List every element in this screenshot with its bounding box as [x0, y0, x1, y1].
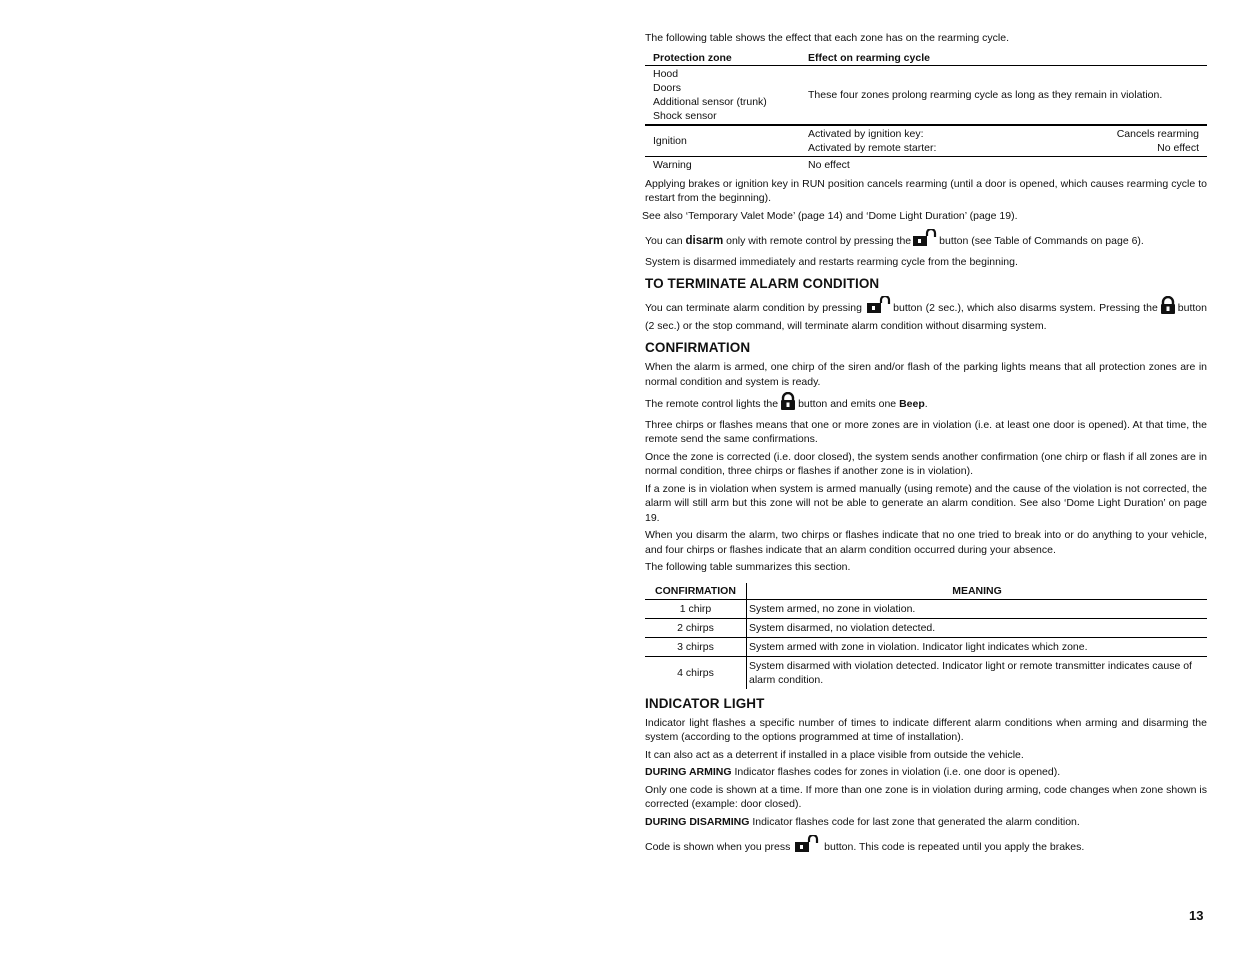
lock-icon: [1159, 296, 1177, 319]
page-number: 13: [1189, 908, 1204, 923]
heading-terminate: TO TERMINATE ALARM CONDITION: [645, 276, 880, 291]
remote-starter-label: Activated by remote starter:: [808, 141, 937, 154]
ind-paragraph-3: DURING ARMING Indicator flashes codes for zones in violation (i.e. one door is opened).: [645, 766, 1061, 778]
disarm-bold: disarm: [685, 235, 724, 247]
intro-paragraph: The following table shows the effect that each zone has on the rearming cycle.: [645, 32, 1010, 44]
header-effect: Effect on rearming cycle: [800, 51, 1207, 66]
unlock-icon: [794, 835, 820, 858]
brakes-paragraph: Applying brakes or ignition key in RUN position cancels rearming (until a door is opened, which causes rearming cycle to restart from the beginning).: [645, 177, 1207, 204]
table-row: 1 chirp System armed, no zone in violation.: [645, 599, 1207, 618]
conf-paragraph-3: Three chirps or flashes means that one or more zones are in violation (i.e. at least one door is opened). At that time, the remote send the same confirmations.: [645, 418, 1207, 445]
zone-shock-sensor: Shock sensor: [653, 109, 717, 122]
zone-warning: Warning: [653, 158, 692, 171]
table-row: 3 chirps System armed with zone in violation. Indicator light indicates which zone.: [645, 637, 1207, 656]
heading-confirmation: CONFIRMATION: [645, 340, 751, 355]
see-also-paragraph: See also ‘Temporary Valet Mode’ (page 14) and ‘Dome Light Duration’ (page 19).: [642, 209, 1018, 222]
conf-paragraph-7: The following table summarizes this section.: [645, 561, 851, 573]
terminate-paragraph: You can terminate alarm condition by pressing button (2 sec.), which also disarms system. Pressing the button (2 sec.) or the stop command, will terminate alarm condition without disarming system.: [645, 296, 1207, 333]
zones-effect: These four zones prolong rearming cycle as long as they remain in violation.: [800, 65, 1207, 125]
ind-paragraph-5: DURING DISARMING Indicator flashes code for last zone that generated the alarm condition.: [645, 815, 1080, 828]
ignition-key-label: Activated by ignition key:: [808, 127, 924, 140]
heading-indicator-light: INDICATOR LIGHT: [645, 695, 765, 711]
zone-ignition: Ignition: [645, 125, 800, 157]
ind-paragraph-4: Only one code is shown at a time. If more than one zone is in violation during arming, code changes when zone shown is corrected (example: door closed).: [645, 783, 1207, 810]
ind-paragraph-1: Indicator light flashes a specific number of times to indicate different alarm conditions when arming and disarming the system (according to the options programmed at time of installation).: [645, 716, 1207, 743]
page-column: [642, 31, 1207, 861]
zone-doors: Doors: [653, 81, 682, 94]
confirmation-table: [645, 583, 1207, 689]
zone-additional-sensor: Additional sensor (trunk): [653, 95, 767, 108]
lock-icon: [779, 392, 797, 415]
remote-starter-effect: No effect: [1157, 141, 1199, 154]
rearming-table: [645, 51, 1207, 173]
disarm-paragraph: You can disarm only with remote control by pressing the button (see Table of Commands on page 6).: [645, 229, 1207, 252]
unlock-icon: [866, 296, 892, 319]
header-meaning: MEANING: [747, 583, 1208, 600]
unlock-icon: [912, 229, 938, 252]
conf-paragraph-4: Once the zone is corrected (i.e. door closed), the system sends another confirmation (one chirp or flash if all zones are in normal condition, three chirps or flashes if another zone is in violation).: [645, 450, 1207, 477]
zone-hood: Hood: [653, 67, 679, 80]
warning-effect: No effect: [808, 158, 850, 171]
conf-paragraph-6: When you disarm the alarm, two chirps or flashes indicate that no one tried to break into or do anything to your vehicle, and four chirps or flashes indicate that an alarm condition occurred during your absence.: [645, 529, 1207, 556]
header-protection-zone: Protection zone: [645, 51, 800, 66]
ind-paragraph-2: It can also act as a deterrent if installed in a place visible from outside the vehicle.: [645, 748, 1024, 761]
conf-paragraph-5: If a zone is in violation when system is armed manually (using remote) and the cause of the violation is not corrected, the alarm will still arm but this zone will not be able to generate an alarm condition. See also ‘Dome Light Duration’ on page 19.: [645, 482, 1207, 524]
ind-paragraph-6: Code is shown when you press button. This code is repeated until you apply the brakes.: [645, 835, 1207, 858]
beep-bold: Beep: [899, 398, 925, 410]
ignition-effect: [800, 125, 1207, 157]
conf-paragraph-1: When the alarm is armed, one chirp of the siren and/or flash of the parking lights means that all protection zones are in normal condition and system is ready.: [645, 361, 1207, 388]
conf-paragraph-2: The remote control lights the button and emits one Beep.: [645, 392, 1207, 415]
ignition-key-effect: Cancels rearming: [1116, 127, 1199, 140]
table-row: 2 chirps System disarmed, no violation detected.: [645, 618, 1207, 637]
zones-cell: [645, 65, 800, 125]
disarm-paragraph-2: System is disarmed immediately and restarts rearming cycle from the beginning.: [645, 255, 1018, 268]
table-row: 4 chirps System disarmed with violation detected. Indicator light or remote transmitter indicates cause of alarm condition.: [645, 656, 1207, 689]
header-confirmation: CONFIRMATION: [645, 583, 747, 600]
